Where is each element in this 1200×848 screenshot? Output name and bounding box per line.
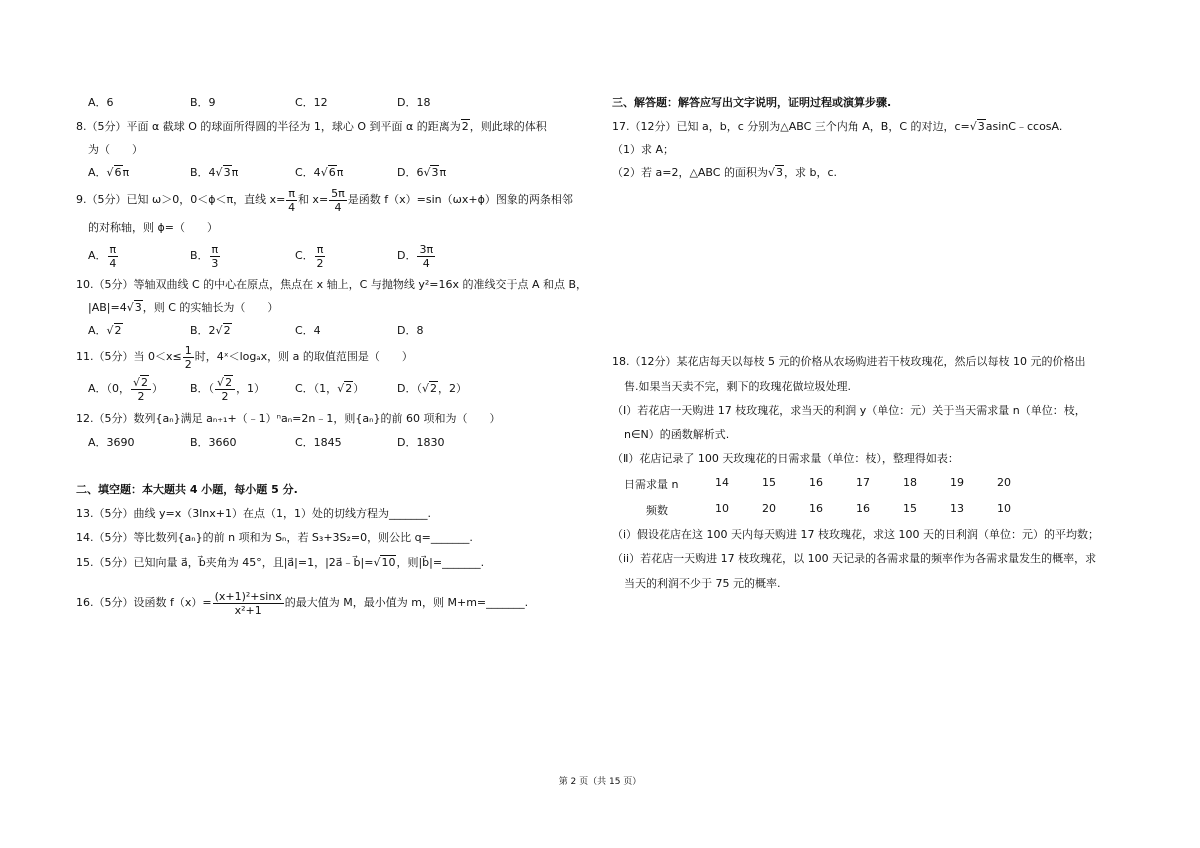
table-cell: 15 (762, 476, 776, 489)
q11-option-b: B．（ $\frac{√2}{2}$ ，1） (190, 375, 266, 403)
table-cell: 18 (903, 476, 917, 489)
q18-line4: n∈N）的函数解析式. (624, 428, 730, 441)
q18-line1: 18.（12分）某花店每天以每枝 5 元的价格从农场购进若干枝玫瑰花，然后以每枝 10 元的价格出 (612, 355, 1086, 368)
q18-line5: （Ⅱ）花店记录了 100 天玫瑰花的日需求量（单位：枝），整理得如表： (612, 452, 959, 465)
table-cell: 13 (950, 502, 964, 515)
q10-line2: |AB|=4√3，则 C 的实轴长为（ ） (88, 301, 279, 314)
q9-option-b: B． $\frac{\pi}{3}$ (190, 242, 219, 270)
q10-option-a: A．√2 (88, 324, 122, 337)
q17-line3: （2）若 a=2，△ABC 的面积为√3，求 b，c. (612, 166, 838, 179)
q9-option-d: D． $\frac{3\pi}{4}$ (397, 242, 434, 270)
q7-option-d: D．18 (397, 96, 431, 109)
table-cell: 19 (950, 476, 964, 489)
section3-title: 三、解答题：解答应写出文字说明，证明过程或演算步骤. (612, 96, 892, 109)
q9-line1: 9.（5分）已知 ω＞0，0＜ϕ＜π，直线 x= $\frac{\pi}{4}$ 和 x= $\frac{5\pi}{4}$ 是函数 f（x）=sin（ωx+ϕ）图象的两条相邻 (76, 186, 573, 214)
q8-option-c: C．4√6π (295, 166, 344, 179)
q13: 13.（5分）曲线 y=x（3lnx+1）在点（1，1）处的切线方程为_______. (76, 507, 431, 520)
table-cell: 16 (809, 476, 823, 489)
q12-line1: 12.（5分）数列{aₙ}满足 aₙ₊₁+（﹣1）ⁿaₙ=2n﹣1，则{aₙ}的前 60 项和为（ ） (76, 412, 501, 425)
q12-option-c: C．1845 (295, 436, 342, 449)
table-cell: 20 (997, 476, 1011, 489)
table-cell: 14 (715, 476, 729, 489)
table-cell: 16 (856, 502, 870, 515)
q11-option-c: C．（1，√2） (295, 382, 365, 395)
table-cell: 17 (856, 476, 870, 489)
sqrt: 2 (461, 120, 469, 133)
q16: 16.（5分）设函数 f（x）= $\frac{\text{(x+1)²+sinx}}{\text{x²+1}}$ 的最大值为 M，最小值为 m，则 M+m=_______. (76, 589, 529, 617)
q7-option-a: A．6 (88, 96, 114, 109)
q17-line2: （1）求 A； (612, 143, 675, 156)
q8-option-d: D．6√3π (397, 166, 447, 179)
q17-line1: 17.（12分）已知 a，b，c 分别为△ABC 三个内角 A，B，C 的对边，c=√3asinC﹣ccosA. (612, 120, 1063, 133)
q18-line8: 当天的利润不少于 75 元的概率. (624, 577, 781, 590)
q9-line2: 的对称轴，则 ϕ=（ ） (88, 221, 218, 234)
page-footer: 第 2 页（共 15 页） (558, 777, 642, 787)
q12-option-a: A．3690 (88, 436, 135, 449)
table-row1-label: 日需求量 n (624, 478, 679, 491)
q11-option-d: D．（√2，2） (397, 382, 467, 395)
table-cell: 15 (903, 502, 917, 515)
q9-option-c: C． $\frac{\pi}{2}$ (295, 242, 324, 270)
q18-line6: （i）假设花店在这 100 天内每天购进 17 枝玫瑰花，求这 100 天的日利润（单位：元）的平均数； (612, 528, 1100, 541)
q12-option-b: B．3660 (190, 436, 237, 449)
table-cell: 10 (715, 502, 729, 515)
table-cell: 10 (997, 502, 1011, 515)
section2-title: 二、填空题：本大题共 4 小题，每小题 5 分. (76, 483, 298, 496)
q11-option-a: A．（0， $\frac{√2}{2}$ ） (88, 375, 164, 403)
table-row2-label: 频数 (646, 504, 668, 517)
table-cell: 20 (762, 502, 776, 515)
q7-option-c: C．12 (295, 96, 328, 109)
q18-line3: （Ⅰ）若花店一天购进 17 枝玫瑰花，求当天的利润 y（单位：元）关于当天需求量 n（单位：枝， (612, 404, 1086, 417)
q10-option-c: C．4 (295, 324, 321, 337)
q8-line2: 为（ ） (88, 143, 143, 156)
q8-line1: 8.（5分）平面 α 截球 O 的球面所得圆的半径为 1，球心 O 到平面 α 的距离为2，则此球的体积 (76, 120, 547, 133)
q10-line1: 10.（5分）等轴双曲线 C 的中心在原点，焦点在 x 轴上，C 与抛物线 y²=16x 的准线交于点 A 和点 B， (76, 278, 588, 291)
q14: 14.（5分）等比数列{aₙ}的前 n 项和为 Sₙ，若 S₃+3S₂=0，则公比 q=_______. (76, 531, 473, 544)
q10-option-b: B．2√2 (190, 324, 231, 337)
q11-line1: 11.（5分）当 0＜x≤ $\frac{1}{2}$ 时，4ˣ＜logₐx，则 a 的取值范围是（ ） (76, 343, 413, 371)
q7-option-b: B．9 (190, 96, 216, 109)
q12-option-d: D．1830 (397, 436, 445, 449)
q15: 15.（5分）已知向量 a⃗，b⃗夹角为 45°，且|a⃗|=1，|2a⃗﹣b⃗|=√10，则|b⃗|=_______. (76, 556, 485, 569)
table-cell: 16 (809, 502, 823, 515)
q8-option-b: B．4√3π (190, 166, 239, 179)
q9-option-a: A． $\frac{\pi}{4}$ (88, 242, 117, 270)
q8-option-a: A．√6π (88, 166, 130, 179)
q18-line2: 售.如果当天卖不完，剩下的玫瑰花做垃圾处理. (624, 380, 851, 393)
q10-option-d: D．8 (397, 324, 424, 337)
q18-line7: （ii）若花店一天购进 17 枝玫瑰花，以 100 天记录的各需求量的频率作为各需求量发生的概率，求 (612, 552, 1097, 565)
